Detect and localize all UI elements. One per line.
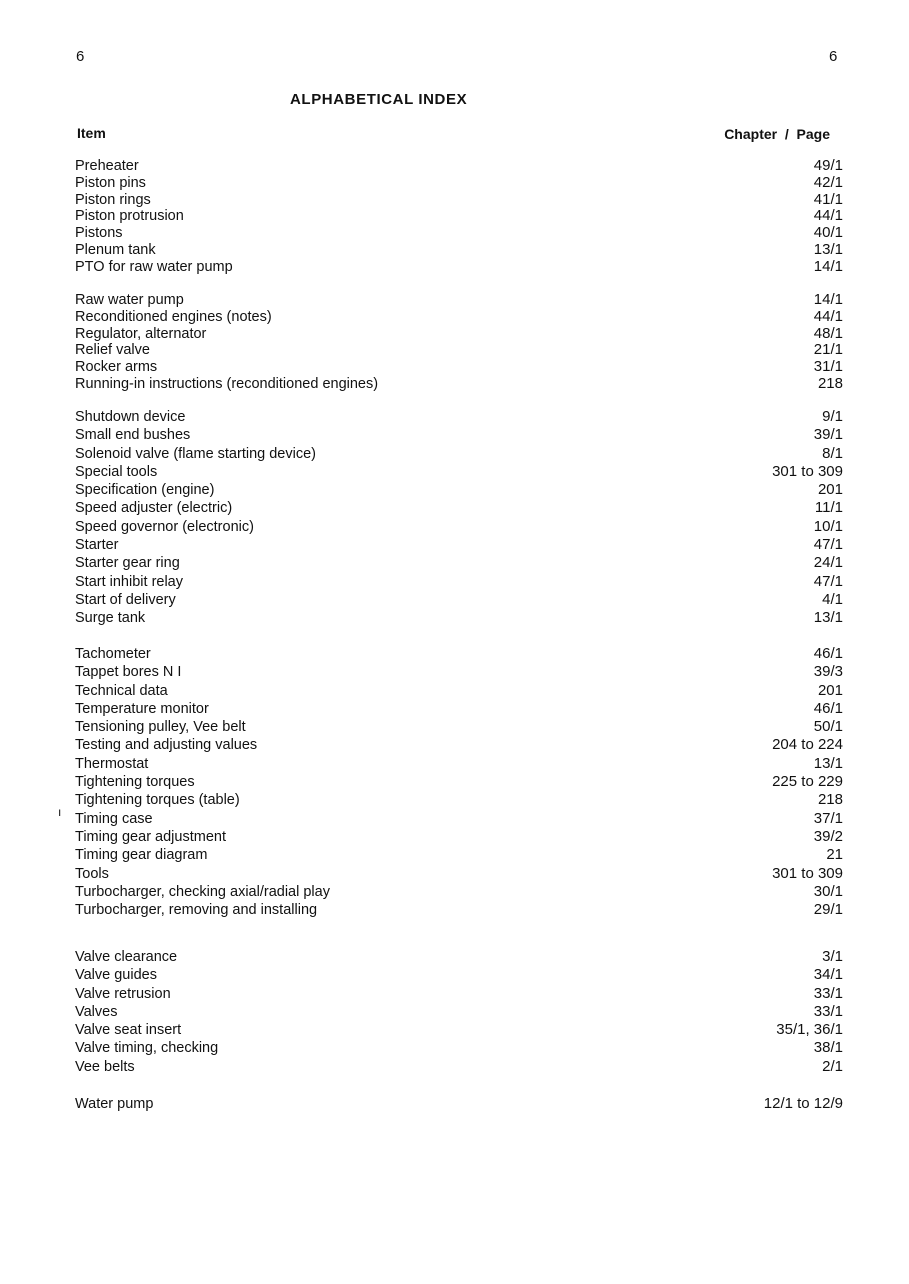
index-entry	[75, 1095, 843, 1112]
index-group-t	[75, 645, 843, 919]
index-entry-page: 14/1	[813, 291, 843, 308]
page-number-left: 6	[76, 48, 85, 65]
index-entry-item: Tachometer	[75, 646, 151, 662]
index-entry	[75, 1021, 843, 1039]
index-entry-item: Special tools	[75, 463, 158, 480]
index-entry	[75, 536, 843, 554]
index-entry-page: 301 to 309	[772, 462, 843, 480]
index-entry-item: Water pump	[75, 1096, 154, 1112]
index-entry	[75, 192, 843, 209]
index-entry	[75, 158, 843, 175]
index-entry-page: 37/1	[813, 809, 843, 827]
index-entry-page: 38/1	[813, 1039, 843, 1057]
index-entry-item: Thermostat	[75, 755, 149, 772]
page-number-right: 6	[829, 48, 838, 65]
index-entry-page: 201	[817, 681, 843, 699]
index-entry-page: 46/1	[813, 699, 843, 717]
index-entry-item: Turbocharger, removing and installing	[75, 902, 318, 919]
index-entry	[75, 700, 843, 718]
index-entry-item: Testing and adjusting values	[75, 737, 258, 754]
index-entry-item: Valve clearance	[75, 949, 178, 965]
index-entry-page: 41/1	[813, 190, 843, 208]
index-entry	[75, 1058, 843, 1076]
index-entry-page: 35/1, 36/1	[776, 1021, 843, 1039]
index-entry	[75, 846, 843, 864]
index-entry	[75, 292, 843, 309]
index-entry-item: PTO for raw water pump	[75, 258, 233, 275]
index-entry	[75, 175, 843, 192]
index-entry-item: Speed adjuster (electric)	[75, 500, 233, 517]
index-entry	[75, 463, 843, 481]
index-entry	[75, 499, 843, 517]
index-entry-page: 30/1	[813, 882, 843, 900]
index-entry	[75, 966, 843, 984]
index-entry-item: Timing gear diagram	[75, 847, 208, 864]
index-entry-page: 24/1	[813, 554, 843, 572]
index-entry	[75, 591, 843, 609]
index-entry-item: Valve seat insert	[75, 1022, 182, 1039]
index-entry-item: Tightening torques (table)	[75, 792, 240, 809]
index-entry-page: 40/1	[813, 224, 843, 242]
index-entry-item: Shutdown device	[75, 409, 186, 425]
index-group-r	[75, 292, 843, 393]
index-entry	[75, 883, 843, 901]
index-entry	[75, 359, 843, 376]
index-entry-item: Technical data	[75, 682, 168, 699]
index-entry	[75, 326, 843, 343]
index-group-s	[75, 408, 843, 628]
index-entry-item: Pistons	[75, 225, 123, 242]
index-group-v	[75, 948, 843, 1076]
index-entry-page: 47/1	[813, 536, 843, 554]
index-entry-page: 44/1	[813, 207, 843, 225]
index-entry-item: Start of delivery	[75, 591, 176, 608]
index-entry-item: Regulator, alternator	[75, 325, 207, 342]
index-entry	[75, 645, 843, 663]
index-entry-item: Timing gear adjustment	[75, 828, 226, 845]
index-entry-item: Preheater	[75, 158, 139, 174]
index-entry	[75, 810, 843, 828]
index-entry-item: Vee belts	[75, 1058, 135, 1075]
index-entry	[75, 342, 843, 359]
index-entry	[75, 208, 843, 225]
index-entry-item: Tensioning pulley, Vee belt	[75, 719, 246, 736]
index-entry-item: Timing case	[75, 810, 153, 827]
index-entry-item: Tools	[75, 865, 109, 882]
index-entry	[75, 791, 843, 809]
index-entry-page: 39/3	[813, 663, 843, 681]
index-entry-page: 33/1	[813, 1002, 843, 1020]
index-entry	[75, 609, 843, 627]
index-entry-page: 47/1	[813, 572, 843, 590]
index-entry	[75, 773, 843, 791]
index-entry	[75, 573, 843, 591]
index-entry-item: Piston pins	[75, 174, 146, 191]
index-entry-item: Raw water pump	[75, 292, 184, 308]
index-entry	[75, 948, 843, 966]
index-entry-item: Surge tank	[75, 610, 146, 627]
index-entry-page: 13/1	[813, 609, 843, 627]
index-entry-item: Reconditioned engines (notes)	[75, 308, 272, 325]
index-entry-page: 218	[817, 374, 843, 392]
index-entry-page: 8/1	[822, 444, 843, 462]
index-entry-page: 33/1	[813, 984, 843, 1002]
index-entry	[75, 408, 843, 426]
index-entry-page: 12/1 to 12/9	[763, 1095, 843, 1112]
index-entry	[75, 901, 843, 919]
index-entry-page: 46/1	[813, 645, 843, 662]
index-entry	[75, 518, 843, 536]
index-entry	[75, 309, 843, 326]
index-entry-page: 218	[817, 791, 843, 809]
index-entry-item: Piston rings	[75, 191, 151, 208]
index-entry-item: Small end bushes	[75, 427, 191, 444]
index-entry	[75, 259, 843, 276]
index-entry-item: Speed governor (electronic)	[75, 518, 254, 535]
index-entry-page: 225 to 229	[772, 773, 843, 791]
index-entry-item: Tightening torques	[75, 774, 195, 791]
index-entry	[75, 1039, 843, 1057]
index-entry-page: 29/1	[813, 901, 843, 919]
index-entry	[75, 985, 843, 1003]
index-entry-page: 11/1	[814, 499, 843, 517]
index-entry-item: Valve timing, checking	[75, 1040, 219, 1057]
index-entry-page: 301 to 309	[772, 864, 843, 882]
index-entry-page: 14/1	[813, 257, 843, 275]
index-entry	[75, 755, 843, 773]
index-entry-page: 21	[826, 846, 843, 864]
index-entry-item: Piston protrusion	[75, 208, 184, 225]
index-entry-item: Plenum tank	[75, 241, 156, 258]
index-entry-item: Start inhibit relay	[75, 573, 183, 590]
index-entry-item: Tappet bores N I	[75, 664, 182, 681]
index-entry-page: 2/1	[822, 1057, 843, 1075]
index-entry-item: Valves	[75, 1003, 118, 1020]
index-entry-page: 39/1	[813, 426, 843, 444]
index-entry-item: Starter	[75, 537, 119, 554]
index-entry-item: Rocker arms	[75, 359, 158, 376]
index-group-p	[75, 158, 843, 276]
index-entry	[75, 865, 843, 883]
page-title: ALPHABETICAL INDEX	[290, 91, 468, 108]
index-entry-page: 3/1	[822, 948, 843, 965]
index-entry-page: 10/1	[813, 517, 843, 535]
index-entry-page: 39/2	[813, 827, 843, 845]
index-entry-item: Specification (engine)	[75, 482, 215, 499]
index-entry-page: 9/1	[822, 408, 843, 425]
index-entry-page: 34/1	[813, 966, 843, 984]
index-entry-page: 50/1	[813, 718, 843, 736]
index-entry-page: 42/1	[813, 173, 843, 191]
index-entry-item: Starter gear ring	[75, 555, 180, 572]
index-entry-page: 13/1	[813, 240, 843, 258]
index-entry	[75, 225, 843, 242]
index-entry	[75, 376, 843, 393]
index-entry-item: Relief valve	[75, 342, 150, 359]
index-entry-page: 48/1	[813, 324, 843, 342]
stray-mark: ı	[58, 805, 62, 819]
index-entry-item: Solenoid valve (flame starting device)	[75, 445, 316, 462]
index-entry-page: 13/1	[813, 754, 843, 772]
index-entry	[75, 682, 843, 700]
index-entry-page: 4/1	[822, 590, 843, 608]
index-entry	[75, 445, 843, 463]
index-entry-page: 21/1	[813, 341, 843, 359]
index-entry-item: Valve retrusion	[75, 985, 171, 1002]
index-entry	[75, 554, 843, 572]
index-entry	[75, 426, 843, 444]
index-entry-page: 204 to 224	[772, 736, 843, 754]
index-entry-item: Temperature monitor	[75, 700, 209, 717]
index-entry-item: Turbocharger, checking axial/radial play	[75, 883, 330, 900]
index-entry-item: Valve guides	[75, 967, 157, 984]
index-entry-page: 201	[817, 481, 843, 499]
index-entry-item: Running-in instructions (reconditioned engines)	[75, 375, 379, 392]
index-entry	[75, 1003, 843, 1021]
index-entry	[75, 736, 843, 754]
index-entry	[75, 663, 843, 681]
index-entry-page: 49/1	[813, 157, 843, 174]
index-entry-page: 31/1	[813, 358, 843, 376]
column-header-item: Item	[77, 125, 106, 141]
index-entry	[75, 481, 843, 499]
index-entry-page: 44/1	[813, 307, 843, 325]
index-group-w	[75, 1095, 843, 1112]
index-entry	[75, 718, 843, 736]
index-entry	[75, 242, 843, 259]
column-header-chapter-page: Chapter / Page	[724, 126, 830, 142]
index-entry	[75, 828, 843, 846]
